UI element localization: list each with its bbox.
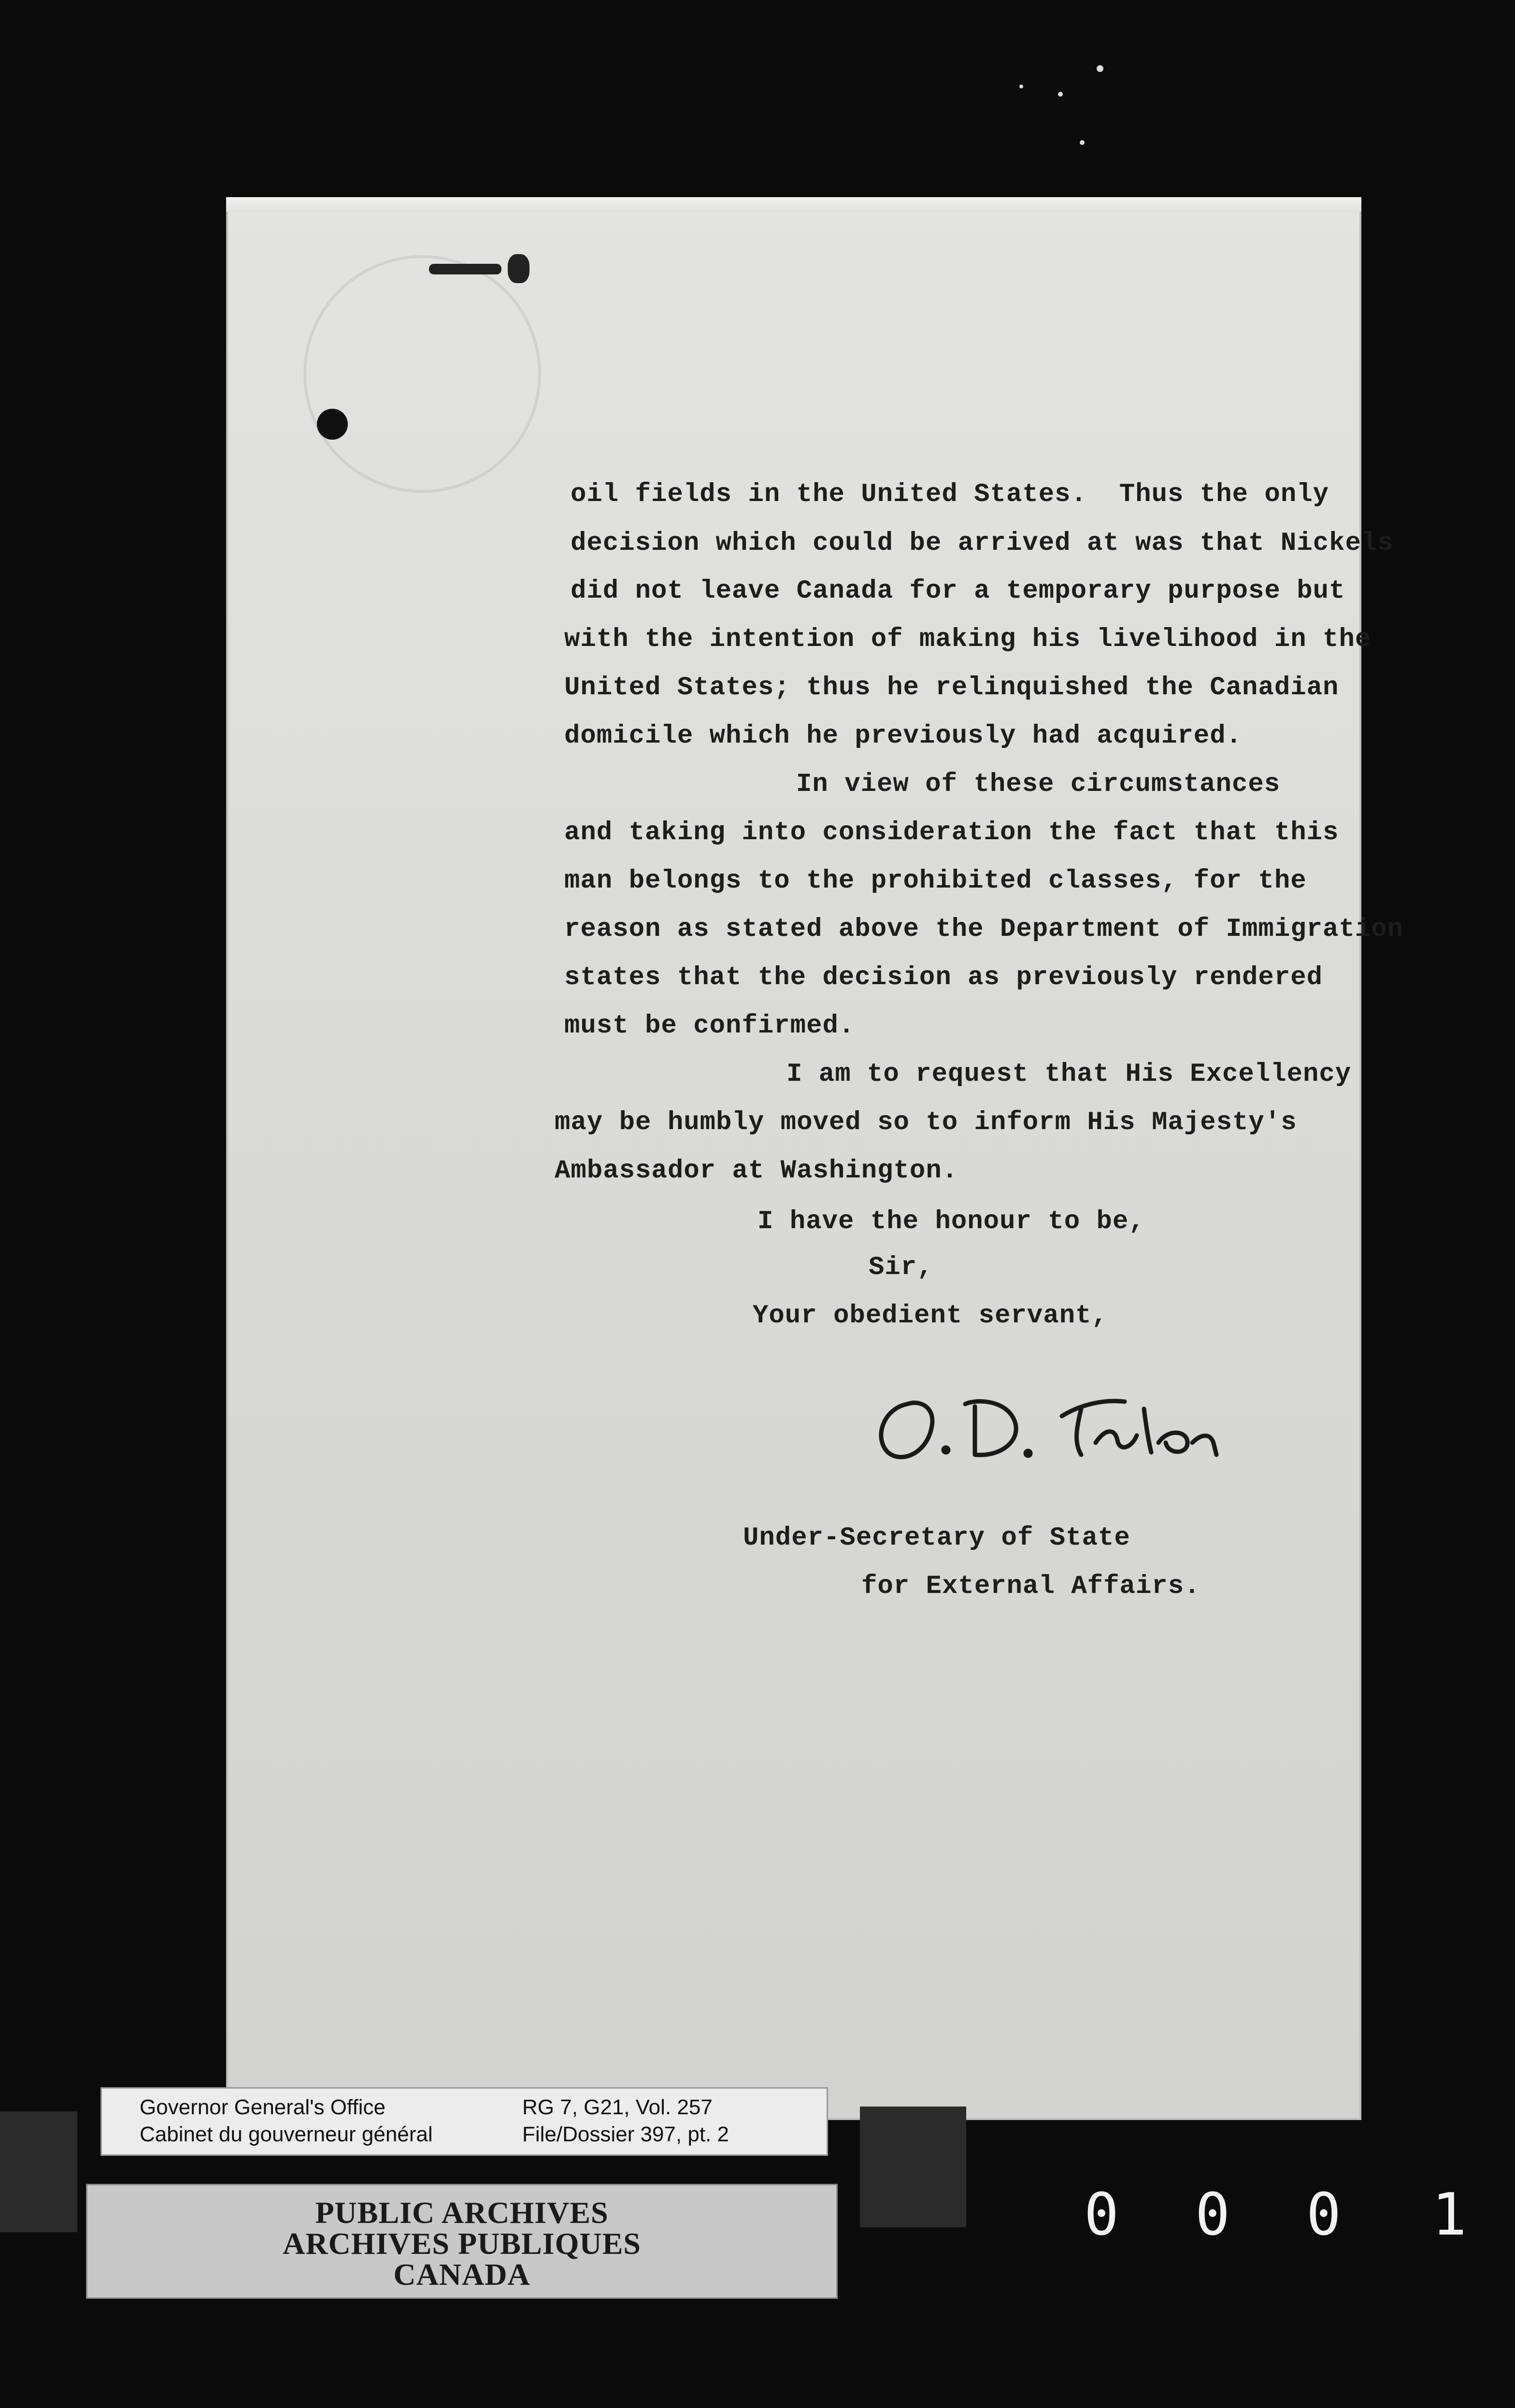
letter-line: oil fields in the United States. Thus the only (571, 480, 1329, 509)
letter-line: reason as stated above the Department of Immigration (564, 915, 1404, 944)
stamp-line-en: PUBLIC ARCHIVES (315, 2195, 609, 2230)
letter-line: did not leave Canada for a temporary purpose but (571, 576, 1345, 606)
letter-line: I am to request that His Excellency (786, 1060, 1352, 1089)
letter-line: man belongs to the prohibited classes, for the (564, 866, 1307, 896)
document-page (226, 197, 1404, 2120)
letter-line: and taking into consideration the fact that this (564, 818, 1339, 847)
letter-line: In view of these circumstances (796, 770, 1281, 799)
ink-blot (508, 254, 529, 283)
faint-seal-impression (303, 255, 541, 493)
office-name-en: Governor General's Office (140, 2095, 386, 2119)
record-group-reference: RG 7, G21, Vol. 257 (522, 2095, 713, 2119)
frame-digit: 1 (1431, 2181, 1467, 2249)
letter-line: states that the decision as previously rendered (564, 963, 1323, 992)
letter-line: with the intention of making his livelihood in the (564, 625, 1372, 654)
closing-line: I have the honour to be, (758, 1207, 1145, 1236)
letter-line: may be humbly moved so to inform His Majesty's (555, 1108, 1297, 1137)
signature-title: Under-Secretary of State (743, 1523, 1130, 1553)
public-archives-stamp (86, 2184, 838, 2299)
frame-digit: 0 (1195, 2181, 1230, 2249)
letter-line: decision which could be arrived at was that Nickels (571, 529, 1394, 558)
film-speck (1019, 85, 1023, 88)
archive-reference-card (100, 2087, 828, 2156)
film-speck (1080, 140, 1085, 145)
office-name-fr: Cabinet du gouverneur général (140, 2122, 433, 2146)
frame-digit: 0 (1084, 2181, 1119, 2249)
signature-title: for External Affairs. (861, 1572, 1201, 1601)
punch-hole (317, 409, 348, 440)
frame-digit: 0 (1306, 2181, 1342, 2249)
ink-mark (429, 264, 501, 274)
letter-line: United States; thus he relinquished the Canadian (564, 673, 1339, 702)
letter-line: must be confirmed. (564, 1011, 855, 1041)
film-speck (1097, 65, 1103, 72)
file-reference: File/Dossier 397, pt. 2 (522, 2122, 729, 2146)
page-top-edge (226, 197, 1361, 212)
handwritten-signature (854, 1370, 1260, 1486)
film-speck (1058, 92, 1063, 97)
stamp-line-fr: ARCHIVES PUBLIQUES (283, 2226, 641, 2261)
letter-line: domicile which he previously had acquired. (564, 721, 1243, 751)
stamp-line-country: CANADA (393, 2257, 530, 2292)
film-edge (860, 2107, 966, 2227)
film-edge (0, 2111, 77, 2232)
letter-line: Ambassador at Washington. (555, 1156, 958, 1186)
closing-line: Your obedient servant, (753, 1301, 1108, 1331)
salutation-line: Sir, (869, 1253, 933, 1282)
